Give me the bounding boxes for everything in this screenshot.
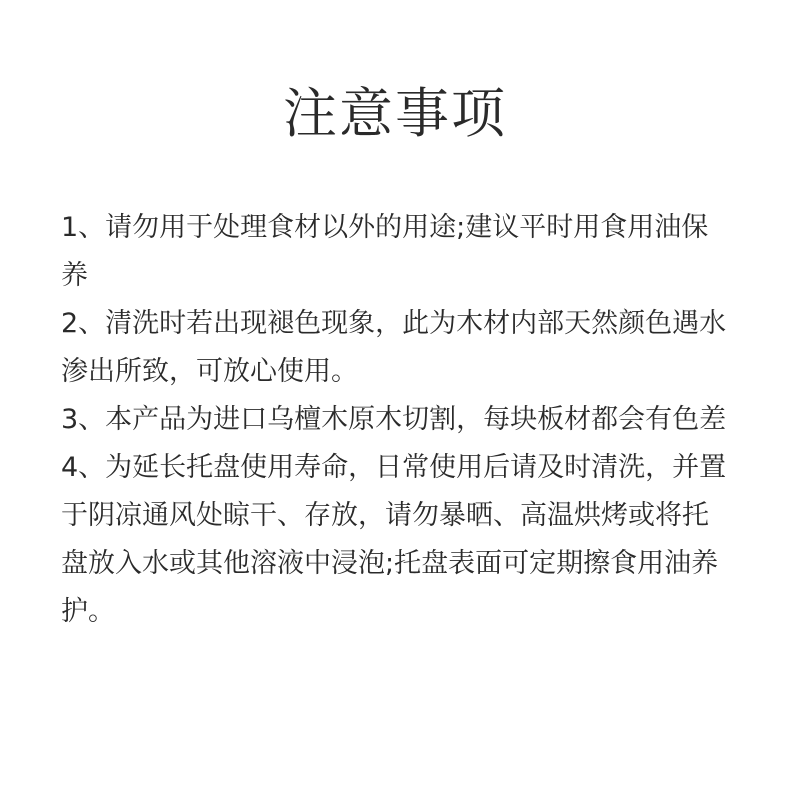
note-item-4: 4、为延长托盘使用寿命，日常使用后请及时清洗，并置于阴凉通风处晾干、存放，请勿暴晒、高温烘烤或将托盘放入水或其他溶液中浸泡;托盘表面可定期擦食用油养护。 xyxy=(61,452,727,627)
page-title: 注意事项 xyxy=(283,82,507,145)
note-item-1: 1、请勿用于处理食材以外的用途;建议平时用食用油保养 xyxy=(61,212,709,291)
note-item-3: 3、本产品为进口乌檀木原木切割，每块板材都会有色差 xyxy=(61,404,727,435)
note-item-2: 2、清洗时若出现褪色现象，此为木材内部天然颜色遇水渗出所致，可放心使用。 xyxy=(61,308,727,387)
notes-list xyxy=(61,204,731,636)
